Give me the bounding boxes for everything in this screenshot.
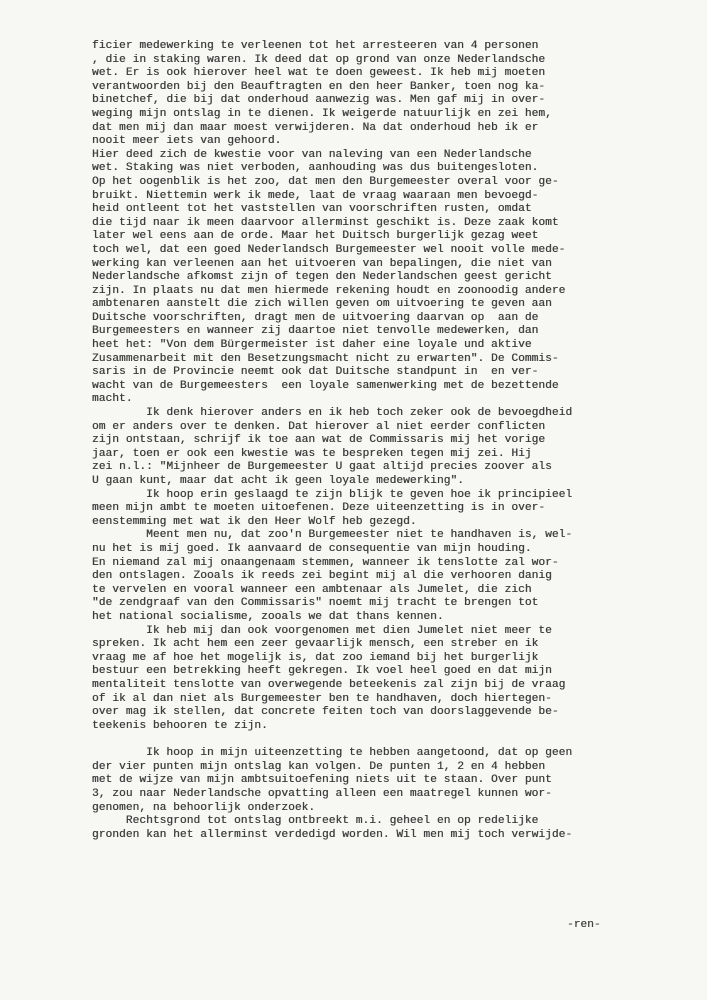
text-line: "de zendgraaf van den Commissaris" noemt mij tracht te brengen tot bbox=[92, 597, 539, 610]
page-catchword: -ren- bbox=[567, 919, 601, 931]
text-line: Op het oogenblik is het zoo, dat men den Burgemeester overal voor ge- bbox=[92, 175, 559, 188]
text-line: 3, zou naar Nederlandsche opvatting alleen een maatregel kunnen wor- bbox=[92, 788, 552, 801]
text-line: teekenis behooren te zijn. bbox=[92, 719, 268, 732]
text-line: bruikt. Niettemin werk ik mede, laat de vraag waaraan men bevoegd- bbox=[92, 189, 539, 202]
paragraph-conclusie bbox=[92, 747, 692, 842]
text-line: heid ontleent tot het vaststellen van voorschriften rusten, omdat bbox=[92, 203, 532, 216]
text-line: Burgemeesters en wanneer zij daartoe niet tenvolle medewerken, dan bbox=[92, 325, 539, 338]
text-line: zijn ontstaan, schrijf ik toe aan wat de Commissaris mij het vorige bbox=[92, 434, 546, 447]
paragraph-naleving-wet bbox=[92, 149, 692, 407]
text-line: weging mijn ontslag in te dienen. Ik weigerde natuurlijk en zei hem, bbox=[92, 107, 552, 120]
text-line: zei n.l.: "Mijnheer de Burgemeester U gaat altijd precies zoover als bbox=[92, 461, 552, 474]
paragraph-handhaven bbox=[92, 529, 692, 624]
text-line: Rechtsgrond tot ontslag ontbreekt m.i. geheel en op redelijke bbox=[92, 815, 539, 828]
text-line: eenstemming met wat ik den Heer Wolf heb gezegd. bbox=[92, 515, 417, 528]
text-line: den ontslagen. Zooals ik reeds zei begint mij al die verhooren danig bbox=[92, 570, 552, 583]
paragraph-principieel bbox=[92, 489, 692, 530]
text-line: nu het is mij goed. Ik aanvaard de consequentie van mijn houding. bbox=[92, 542, 532, 555]
paragraph-arrest-staking bbox=[92, 40, 692, 149]
text-line: Ik hoop erin geslaagd te zijn blijk te geven hoe ik principieel bbox=[92, 488, 573, 501]
text-line: verantwoorden bij den Beauftragten en den heer Banker, toen nog ka- bbox=[92, 80, 546, 93]
text-line: met de wijze van mijn ambtsuitoefening niets uit te staan. Over punt bbox=[92, 774, 552, 787]
text-line: nooit meer iets van gehoord. bbox=[92, 135, 282, 148]
text-line: Hier deed zich de kwestie voor van naleving van een Nederlandsche bbox=[92, 148, 532, 161]
text-line: ambtenaren aanstelt die zich willen geven om uitvoering te geven aan bbox=[92, 298, 552, 311]
text-line: toch wel, dat een goed Nederlandsch Burgemeester wel nooit volle mede- bbox=[92, 243, 566, 256]
text-line: binetchef, die bij dat onderhoud aanwezig was. Men gaf mij in over- bbox=[92, 94, 546, 107]
text-line: te vervelen en vooral wanneer een ambtenaar als Jumelet, die zich bbox=[92, 583, 532, 596]
text-line: ficier medewerking te verleenen tot het arresteeren van 4 personen bbox=[92, 40, 539, 52]
text-line: over mag ik stellen, dat concrete feiten toch van doorslaggevende be- bbox=[92, 706, 559, 719]
text-line: saris in de Provincie neemt ook dat Duitsche standpunt in en ver- bbox=[92, 366, 539, 379]
text-line: dat men mij dan maar moest verwijderen. Na dat onderhoud heb ik er bbox=[92, 121, 539, 134]
text-line: macht. bbox=[92, 393, 133, 406]
text-line: En niemand zal mij onaangenaam stemmen, wanneer ik tenslotte zal wor- bbox=[92, 556, 559, 569]
text-line: later wel eens aan de orde. Maar het Duitsch burgerlijk gezag weet bbox=[92, 230, 539, 243]
text-line: wet. Er is ook hierover heel wat te doen geweest. Ik heb mij moeten bbox=[92, 67, 546, 80]
text-line: Ik denk hierover anders en ik heb toch zeker ook de bevoegdheid bbox=[92, 407, 573, 420]
text-line: werking kan verleenen aan het uitvoeren van bepalingen, die niet van bbox=[92, 257, 552, 270]
text-line: bestuur een betrekking heeft gekregen. Ik voel heel goed en dat mijn bbox=[92, 665, 552, 678]
text-line: om er anders over te denken. Dat hierover al niet eerder conflicten bbox=[92, 420, 546, 433]
paragraph-bevoegdheid bbox=[92, 407, 692, 489]
text-line: jaar, toen er ook een kwestie was te bespreken tegen mij zei. Hij bbox=[92, 447, 532, 460]
text-line: mentaliteit tenslotte van overwegende beteekenis zal zijn bij de vraag bbox=[92, 678, 566, 691]
text-line: gronden kan het allerminst verdedigd worden. Wil men mij toch verwijde- bbox=[92, 828, 573, 841]
text-line: Nederlandsche afkomst zijn of tegen den Nederlandschen geest gericht bbox=[92, 271, 552, 284]
text-line: heet het: "Von dem Bürgermeister ist daher eine loyale und aktive bbox=[92, 339, 532, 352]
text-line: die tijd naar ik meen daarvoor allerminst geschikt is. Deze zaak komt bbox=[92, 216, 559, 229]
text-line: Zusammenarbeit mit den Besetzungsmacht nicht zu erwarten". De Commis- bbox=[92, 352, 559, 365]
text-line: meen mijn ambt te moeten uitoefenen. Deze uiteenzetting is in over- bbox=[92, 502, 546, 515]
text-line: der vier punten mijn ontslag kan volgen. De punten 1, 2 en 4 hebben bbox=[92, 760, 546, 773]
text-line: vraag me af hoe het mogelijk is, dat zoo iemand bij het burgerlijk bbox=[92, 651, 539, 664]
paragraph-spacer bbox=[92, 733, 692, 747]
text-line: zijn. In plaats nu dat men hiermede rekening houdt en zoonoodig andere bbox=[92, 284, 566, 297]
text-line: het national socialisme, zooals we dat thans kennen. bbox=[92, 610, 444, 623]
text-line: of ik al dan niet als Burgemeester ben te handhaven, doch hiertegen- bbox=[92, 692, 552, 705]
text-line: wacht van de Burgemeesters een loyale samenwerking met de bezettende bbox=[92, 379, 559, 392]
text-line: Meent men nu, dat zoo'n Burgemeester niet te handhaven is, wel- bbox=[92, 529, 573, 542]
text-line: , die in staking waren. Ik deed dat op grond van onze Nederlandsche bbox=[92, 53, 546, 66]
text-line: genomen, na behoorlijk onderzoek. bbox=[92, 801, 316, 814]
text-line: U gaan kunt, maar dat acht ik geen loyale medewerking". bbox=[92, 475, 464, 487]
text-line: Ik hoop in mijn uiteenzetting te hebben aangetoond, dat op geen bbox=[92, 747, 573, 760]
text-line: spreken. Ik acht hem een zeer gevaarlijk mensch, een streber en ik bbox=[92, 638, 539, 651]
text-line: Duitsche voorschriften, dragt men de uitvoering daarvan op aan de bbox=[92, 311, 539, 324]
paragraph-jumelet bbox=[92, 625, 692, 734]
text-line: wet. Staking was niet verboden, aanhouding was dus buitengesloten. bbox=[92, 162, 539, 175]
text-line: Ik heb mij dan ook voorgenomen met dien Jumelet niet meer te bbox=[92, 624, 552, 637]
letter-body bbox=[92, 40, 692, 842]
